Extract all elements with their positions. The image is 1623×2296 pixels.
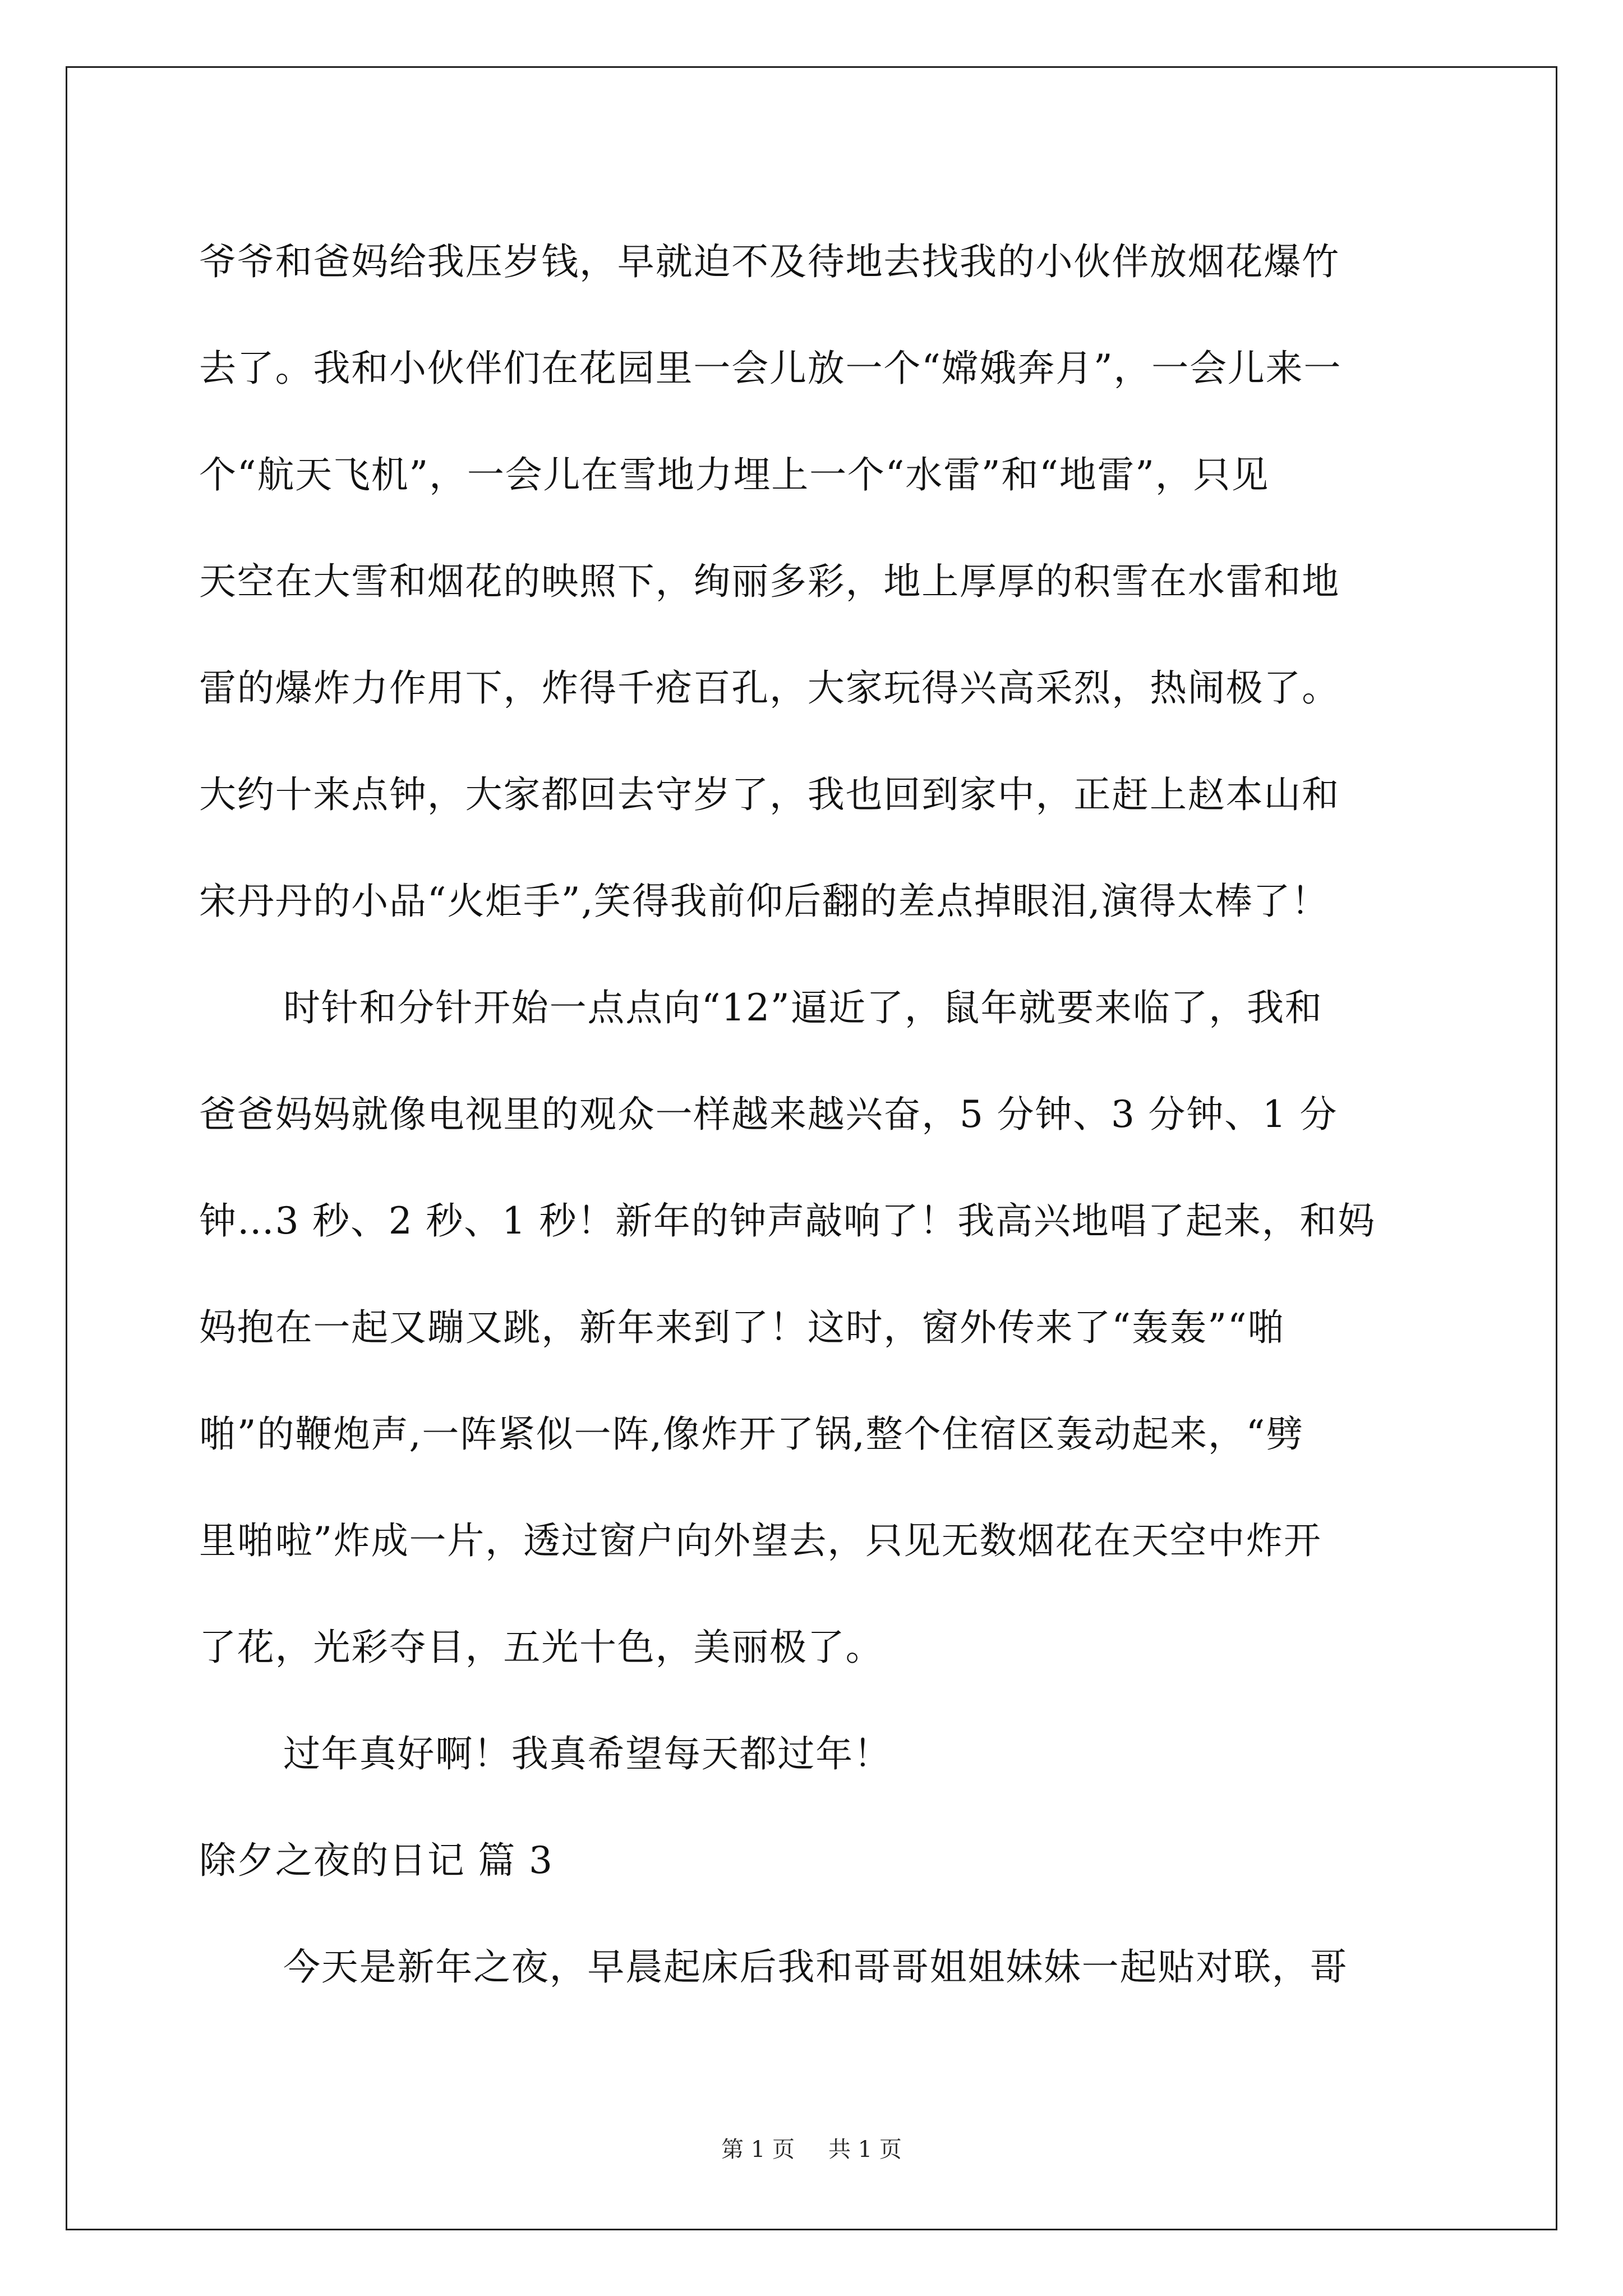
- document-body: [199, 209, 1430, 2021]
- paragraph-1-line: 大约十来点钟，大家都回去守岁了，我也回到家中，正赶上赵本山和: [199, 773, 1340, 816]
- paragraph-1-line: 爷爷和爸妈给我压岁钱，早就迫不及待地去找我的小伙伴放烟花爆竹: [199, 240, 1340, 283]
- paragraph-2-line: 妈抱在一起又蹦又跳，新年来到了！这时，窗外传来了“轰轰”“啪: [199, 1306, 1286, 1349]
- paragraph-2-line: 啪”的鞭炮声,一阵紧似一阵,像炸开了锅,整个住宿区轰动起来，“劈: [199, 1412, 1304, 1456]
- page-total: 共 1 页: [828, 2137, 902, 2162]
- paragraph-2-line: 爸爸妈妈就像电视里的观众一样越来越兴奋，5 分钟、3 分钟、1 分: [199, 1093, 1338, 1136]
- paragraph-2-line: 时针和分针开始一点点向“12”逼近了，鼠年就要来临了，我和: [283, 986, 1323, 1029]
- paragraph-1-line: 个“航天飞机”，一会儿在雪地力埋上一个“水雷”和“地雷”，只见: [199, 453, 1270, 496]
- paragraph-4-line: 今天是新年之夜，早晨起床后我和哥哥姐姐妹妹一起贴对联，哥: [283, 1945, 1348, 1989]
- paragraph-1-line: 宋丹丹的小品“火炬手”,笑得我前仰后翻的差点掉眼泪,演得太棒了！: [199, 880, 1330, 923]
- paragraph-2-line: 钟…3 秒、2 秒、1 秒！新年的钟声敲响了！我高兴地唱了起来，和妈: [199, 1199, 1376, 1243]
- paragraph-2: [199, 955, 1430, 1701]
- paragraph-3: 过年真好啊！我真希望每天都过年！: [283, 1732, 892, 1775]
- paragraph-1-line: 雷的爆炸力作用下，炸得千疮百孔，大家玩得兴高采烈，热闹极了。: [199, 666, 1340, 710]
- paragraph-2-line: 里啪啦”炸成一片，透过窗户向外望去，只见无数烟花在天空中炸开: [199, 1519, 1322, 1562]
- paragraph-2-line: 了花，光彩夺目，五光十色，美丽极了。: [199, 1626, 884, 1669]
- page-footer: [0, 2136, 1623, 2163]
- paragraph-1-line: 去了。我和小伙伴们在花园里一会儿放一个“嫦娥奔月”，一会儿来一: [199, 347, 1342, 390]
- paragraph-1-line: 天空在大雪和烟花的映照下，绚丽多彩，地上厚厚的积雪在水雷和地: [199, 560, 1340, 603]
- paragraph-1: [199, 209, 1430, 955]
- page-number: 第 1 页: [721, 2137, 795, 2162]
- section-heading: 除夕之夜的日记 篇 3: [199, 1839, 554, 1882]
